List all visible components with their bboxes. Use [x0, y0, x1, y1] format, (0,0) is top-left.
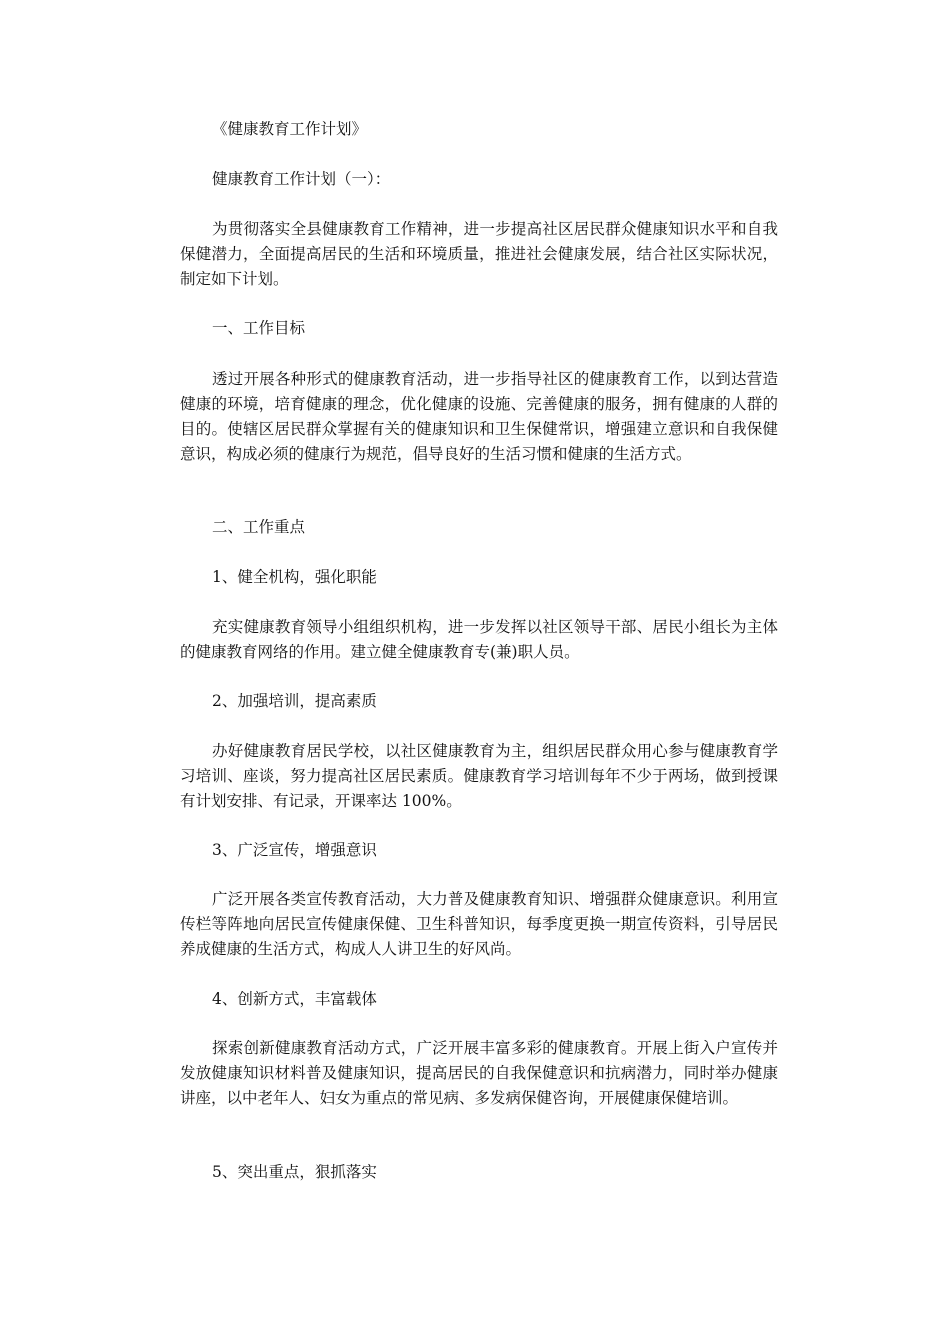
section2-heading: 二、工作重点 [212, 518, 306, 536]
item3-heading: 3、广泛宣传，增强意识 [212, 841, 377, 859]
item2-heading: 2、加强培训，提高素质 [212, 692, 377, 710]
item1-paragraph: 充实健康教育领导小组组织机构，进一步发挥以社区领导干部、居民小组长为主体的健康教育网络的作用。建立健全健康教育专(兼)职人员。 [180, 618, 778, 661]
section1-heading: 一、工作目标 [212, 319, 306, 337]
document-title: 《健康教育工作计划》 [212, 120, 368, 138]
item3-paragraph: 广泛开展各类宣传教育活动，大力普及健康教育知识、增强群众健康意识。利用宣传栏等阵地向居民宣传健康保健、卫生科普知识，每季度更换一期宣传资料，引导居民养成健康的生活方式，构成人人讲卫生的好风尚。 [180, 890, 778, 958]
document-subtitle: 健康教育工作计划（一）： [212, 170, 391, 188]
item4-paragraph: 探索创新健康教育活动方式，广泛开展丰富多彩的健康教育。开展上街入户宣传并发放健康知识材料普及健康知识，提高居民的自我保健意识和抗病潜力，同时举办健康讲座，以中老年人、妇女为重点的常见病、多发病保健咨询，开展健康保健培训。 [180, 1039, 778, 1107]
item4-heading: 4、创新方式，丰富载体 [212, 990, 377, 1008]
intro-paragraph: 为贯彻落实全县健康教育工作精神，进一步提高社区居民群众健康知识水平和自我保健潜力，全面提高居民的生活和环境质量，推进社会健康发展，结合社区实际状况，制定如下计划。 [180, 220, 778, 288]
item5-heading: 5、突出重点，狠抓落实 [212, 1163, 377, 1181]
item1-heading: 1、健全机构，强化职能 [212, 568, 377, 586]
item2-paragraph: 办好健康教育居民学校，以社区健康教育为主，组织居民群众用心参与健康教育学习培训、座谈，努力提高社区居民素质。健康教育学习培训每年不少于两场，做到授课有计划安排、有记录，开课率达 100%。 [180, 742, 778, 810]
section1-paragraph: 透过开展各种形式的健康教育活动，进一步指导社区的健康教育工作，以到达营造健康的环境，培育健康的理念，优化健康的设施、完善健康的服务，拥有健康的人群的目的。使辖区居民群众掌握有关的健康知识和卫生保健常识，增强建立意识和自我保健意识，构成必须的健康行为规范，倡导良好的生活习惯和健康的生活方式。 [180, 370, 778, 463]
